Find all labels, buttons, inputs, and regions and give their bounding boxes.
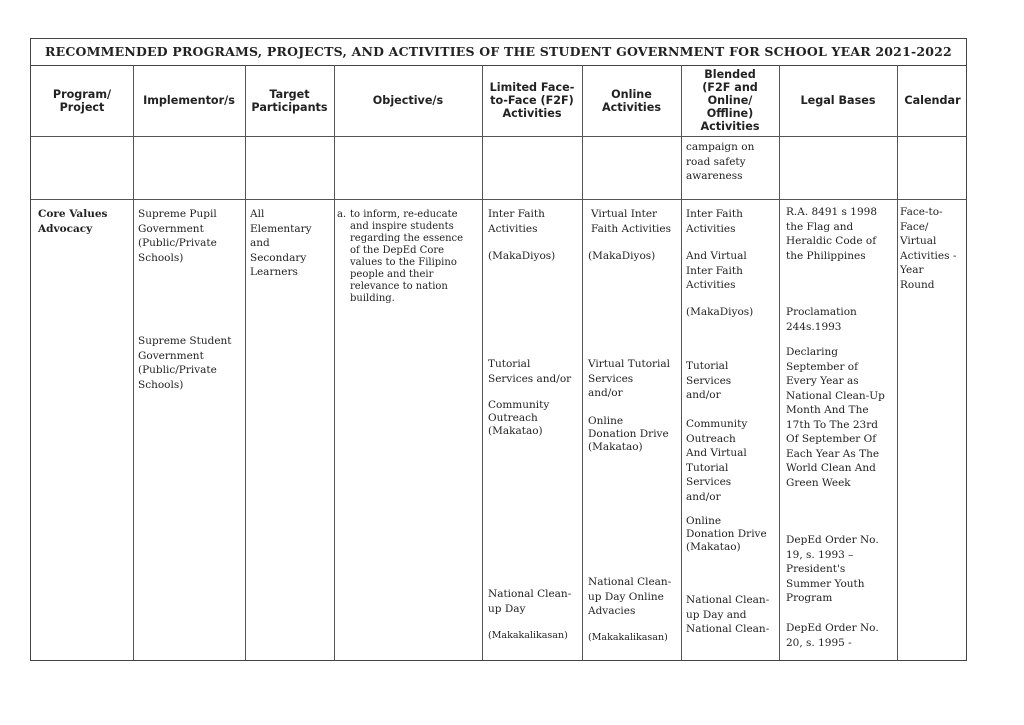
header-calendar: Calendar — [904, 94, 961, 107]
online-interfaith: Virtual Inter Faith Activities — [591, 208, 672, 235]
online-makakalikasan: (Makakalikasan) — [588, 632, 668, 643]
header-online: Online Activities — [601, 87, 662, 114]
f2f-community-outreach: Community Outreach (Makatao) — [488, 399, 550, 437]
blended-continued-text: campaign on road safety awareness — [686, 141, 755, 182]
objective-letter: a. — [337, 209, 347, 220]
f2f-makadiyos: (MakaDiyos) — [488, 250, 556, 262]
f2f-makakalikasan: (Makakalikasan) — [488, 630, 568, 641]
legal-basis-deped-19: DepEd Order No. 19, s. 1993 – President's Summer Youth Program — [786, 534, 879, 604]
blended-virtual-interfaith: And Virtual Inter Faith Activities — [686, 250, 747, 291]
legal-basis-ra8491: R.A. 8491 s 1998 the Flag and Heraldic Code of the Philippines — [786, 206, 878, 262]
header-objectives: Objective/s — [372, 94, 444, 107]
target-participants: All Elementary and Secondary Learners — [250, 208, 312, 278]
column-divider — [245, 65, 246, 660]
objective-text: to inform, re-educate and inspire students regarding the essence of the DepEd Core values to the Filipino people and their relevance to nation building. — [350, 209, 464, 304]
column-divider — [133, 65, 134, 660]
header-f2f: Limited Face- to-Face (F2F) Activities — [489, 81, 575, 120]
objective-item — [337, 209, 482, 319]
blended-interfaith: Inter Faith Activities — [686, 208, 743, 235]
header-program: Program/ Project — [52, 87, 112, 114]
implementor-spg: Supreme Pupil Government (Public/Private Schools) — [138, 208, 217, 264]
legal-basis-deped-20: DepEd Order No. 20, s. 1995 - — [786, 622, 879, 649]
blended-tutorial: Tutorial Services and/or — [686, 360, 732, 401]
legal-basis-proclamation: Proclamation 244s.1993 — [786, 306, 857, 333]
document-table — [30, 38, 967, 661]
program-name: Core Values Advocacy — [38, 208, 108, 235]
legal-basis-declaration: Declaring September of Every Year as National Clean-Up Month And The 17th To The 23rd Of September Of Each Year As The World Clean And Green Week — [786, 346, 885, 489]
column-divider — [482, 65, 483, 660]
header-target: Target Participants — [251, 87, 328, 114]
blended-community-outreach: Community Outreach And Virtual Tutorial Services and/or — [686, 418, 748, 503]
online-cleanup: National Clean- up Day Online Advacies — [588, 576, 672, 617]
header-implementor: Implementor/s — [143, 94, 235, 107]
implementor-ssg: Supreme Student Government (Public/Private Schools) — [138, 335, 232, 391]
blended-donation-drive: Online Donation Drive (Makatao) — [686, 515, 767, 553]
column-divider — [334, 65, 335, 660]
row-divider — [31, 136, 966, 137]
column-divider — [582, 65, 583, 660]
online-makadiyos: (MakaDiyos) — [588, 250, 656, 262]
column-divider — [681, 65, 682, 660]
header-legal-bases: Legal Bases — [800, 94, 876, 107]
online-donation-drive: Online Donation Drive (Makatao) — [588, 415, 669, 453]
f2f-interfaith: Inter Faith Activities — [488, 208, 545, 235]
f2f-tutorial: Tutorial Services and/or — [488, 358, 572, 385]
calendar-text: Face-to- Face/ Virtual Activities - Year Round — [900, 206, 957, 291]
blended-makadiyos: (MakaDiyos) — [686, 306, 754, 318]
column-divider — [779, 65, 780, 660]
f2f-cleanup: National Clean- up Day — [488, 588, 572, 615]
column-divider — [897, 65, 898, 660]
document-title: RECOMMENDED PROGRAMS, PROJECTS, AND ACTIVITIES OF THE STUDENT GOVERNMENT FOR SCHOOL YEAR 2021-2022 — [31, 39, 966, 66]
blended-cleanup: National Clean- up Day and National Clean- — [686, 594, 770, 635]
online-tutorial: Virtual Tutorial Services and/or — [588, 358, 671, 399]
row-divider — [31, 199, 966, 200]
header-blended: Blended (F2F and Online/ Offline) Activities — [700, 68, 760, 133]
